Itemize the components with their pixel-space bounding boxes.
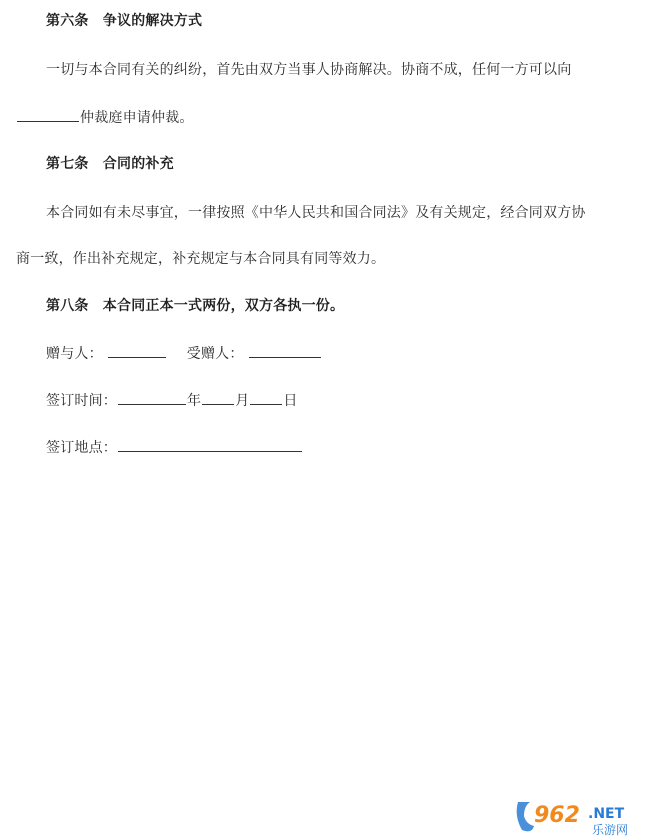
month-blank[interactable] [202, 390, 234, 405]
donee-label: 受赠人： [186, 346, 244, 362]
article6-heading: 第六条 争议的解决方式 [46, 13, 203, 29]
arbitration-blank[interactable] [17, 107, 79, 122]
logo-suffix: .NET [588, 806, 625, 822]
logo-number: 962 [534, 803, 580, 828]
logo-swoosh-icon [517, 802, 534, 831]
date-label: 签订时间： [46, 393, 117, 409]
year-blank[interactable] [118, 390, 186, 405]
article8-heading: 第八条 本合同正本一式两份，双方各执一份。 [46, 298, 345, 314]
day-char: 日 [283, 393, 298, 409]
article6-paragraph-line1: 一切与本合同有关的纠纷，首先由双方当事人协商解决。协商不成，任何一方可以向 [46, 62, 572, 78]
donor-blank[interactable] [108, 343, 166, 358]
signing-place-line [46, 437, 303, 458]
logo-subtitle: 乐游网 [592, 823, 629, 836]
donee-blank[interactable] [249, 343, 321, 358]
962-net-watermark-logo [512, 796, 652, 836]
article6-paragraph-line2 [16, 107, 194, 128]
place-blank[interactable] [118, 437, 302, 452]
donor-label: 赠与人： [46, 346, 103, 362]
year-char: 年 [187, 393, 202, 409]
place-label: 签订地点： [46, 440, 117, 456]
day-blank[interactable] [250, 390, 282, 405]
signature-parties-line [46, 343, 322, 364]
article7-paragraph-line2: 商一致，作出补充规定，补充规定与本合同具有同等效力。 [16, 251, 386, 267]
month-char: 月 [235, 393, 250, 409]
article7-heading: 第七条 合同的补充 [46, 156, 174, 172]
article7-paragraph-line1: 本合同如有未尽事宜，一律按照《中华人民共和国合同法》及有关规定，经合同双方协 [46, 205, 586, 221]
signing-date-line [46, 390, 298, 411]
article6-paragraph-suffix: 仲裁庭申请仲裁。 [80, 110, 194, 126]
